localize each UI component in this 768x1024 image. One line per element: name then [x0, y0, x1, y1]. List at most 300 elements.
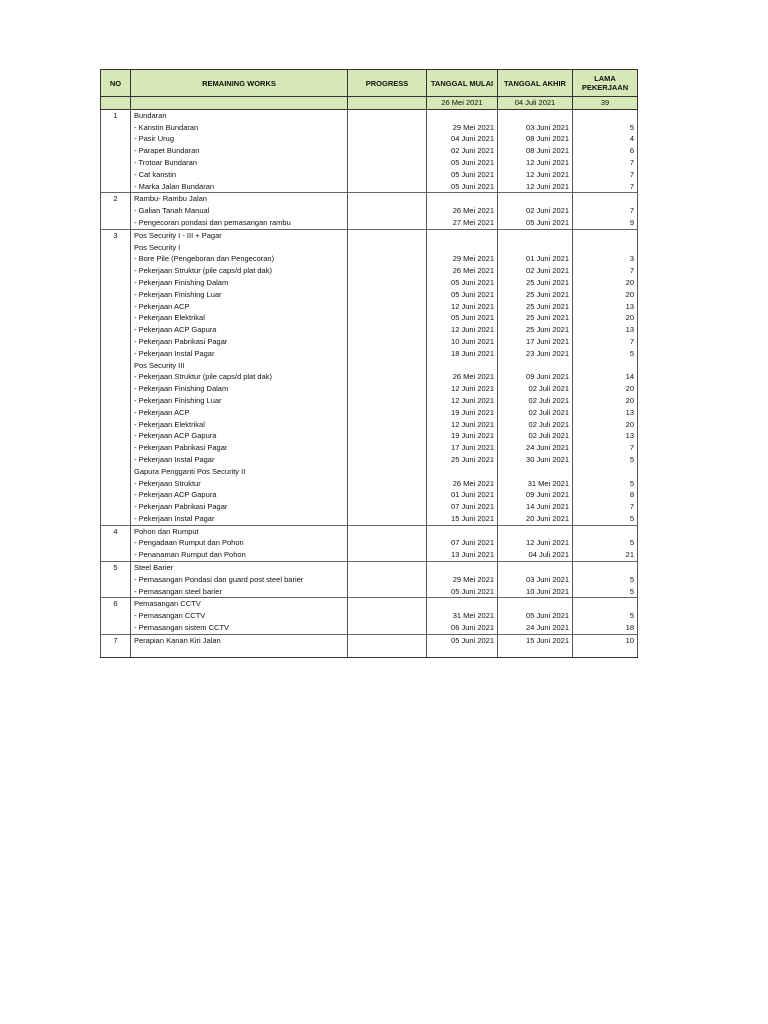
row-number [101, 336, 131, 348]
work-item-label: - Pemasangan CCTV [131, 610, 348, 622]
row-number [101, 265, 131, 277]
progress-cell [348, 181, 427, 193]
start-date: 06 Juni 2021 [427, 622, 498, 634]
work-item-label: - Parapet Bundaran [131, 145, 348, 157]
table-body [101, 109, 638, 657]
section-row [101, 193, 638, 205]
start-date: 05 Juni 2021 [427, 181, 498, 193]
end-date: 25 Juni 2021 [498, 289, 573, 301]
start-date: 01 Juni 2021 [427, 489, 498, 501]
start-date: 05 Juni 2021 [427, 169, 498, 181]
duration-days: 14 [573, 371, 638, 383]
progress-cell [348, 574, 427, 586]
row-number [101, 537, 131, 549]
progress-cell [348, 549, 427, 561]
row-number [101, 466, 131, 478]
end-date [498, 360, 573, 372]
end-date: 04 Juli 2021 [498, 549, 573, 561]
progress-cell [348, 419, 427, 431]
start-date: 26 Mei 2021 [427, 478, 498, 490]
progress-cell [348, 122, 427, 134]
row-number [101, 622, 131, 634]
end-date: 02 Juli 2021 [498, 407, 573, 419]
duration-days: 20 [573, 419, 638, 431]
work-item-label: Perapian Kanan Kiri Jalan [131, 634, 348, 646]
row-number: 1 [101, 109, 131, 121]
end-date: 17 Juni 2021 [498, 336, 573, 348]
row-number [101, 430, 131, 442]
duration-days [573, 229, 638, 241]
end-date: 09 Juni 2021 [498, 371, 573, 383]
end-date: 25 Juni 2021 [498, 324, 573, 336]
duration-days: 5 [573, 454, 638, 466]
end-date: 02 Juli 2021 [498, 430, 573, 442]
duration-days: 20 [573, 312, 638, 324]
progress-cell [348, 525, 427, 537]
end-date: 12 Juni 2021 [498, 181, 573, 193]
work-item-label: - Pekerjaan Elektrikal [131, 419, 348, 431]
duration-days: 13 [573, 430, 638, 442]
end-date: 25 Juni 2021 [498, 277, 573, 289]
duration-days: 6 [573, 145, 638, 157]
start-date: 05 Juni 2021 [427, 312, 498, 324]
table-row [101, 253, 638, 265]
duration-days: 7 [573, 265, 638, 277]
start-date: 29 Mei 2021 [427, 574, 498, 586]
start-date: 26 Mei 2021 [427, 205, 498, 217]
end-date: 01 Juni 2021 [498, 253, 573, 265]
start-date: 07 Juni 2021 [427, 501, 498, 513]
progress-cell [348, 157, 427, 169]
summary-no-cell [101, 97, 131, 110]
progress-cell [348, 537, 427, 549]
table-row [101, 549, 638, 561]
row-number [101, 289, 131, 301]
work-item-label: - Pekerjaan ACP Gapura [131, 430, 348, 442]
row-number [101, 371, 131, 383]
progress-cell [348, 489, 427, 501]
work-item-label: - Pekerjaan Pabrikasi Pagar [131, 501, 348, 513]
end-date: 02 Juli 2021 [498, 419, 573, 431]
table-row [101, 537, 638, 549]
work-item-label: Pos Security III [131, 360, 348, 372]
table-row [101, 312, 638, 324]
empty-cell [427, 647, 498, 658]
work-item-label: - Pemasangan steel barier [131, 586, 348, 598]
row-number [101, 157, 131, 169]
row-number [101, 133, 131, 145]
empty-cell [498, 647, 573, 658]
table-row [101, 371, 638, 383]
row-number [101, 407, 131, 419]
section-row [101, 229, 638, 241]
work-item-label: - Pekerjaan Finishing Luar [131, 289, 348, 301]
duration-days [573, 525, 638, 537]
end-date: 02 Juli 2021 [498, 395, 573, 407]
progress-cell [348, 336, 427, 348]
duration-days: 7 [573, 336, 638, 348]
duration-days: 7 [573, 205, 638, 217]
row-number [101, 253, 131, 265]
work-item-label: - Cat kanstin [131, 169, 348, 181]
table-row [101, 610, 638, 622]
header-start-date: TANGGAL MULAI [427, 70, 498, 97]
end-date: 12 Juni 2021 [498, 157, 573, 169]
progress-cell [348, 383, 427, 395]
end-date [498, 466, 573, 478]
progress-cell [348, 205, 427, 217]
progress-cell [348, 301, 427, 313]
duration-days: 21 [573, 549, 638, 561]
row-number [101, 454, 131, 466]
work-item-label: - Pekerjaan Struktur (pile caps/d plat dak) [131, 265, 348, 277]
table-row [101, 301, 638, 313]
summary-end-date: 04 Juli 2021 [498, 97, 573, 110]
summary-label-cell [131, 97, 348, 110]
end-date: 02 Juli 2021 [498, 383, 573, 395]
progress-cell [348, 145, 427, 157]
duration-days: 20 [573, 289, 638, 301]
work-item-label: Pos Security I - III + Pagar [131, 229, 348, 241]
section-row [101, 634, 638, 646]
empty-cell [131, 647, 348, 658]
start-date: 27 Mei 2021 [427, 217, 498, 229]
duration-days: 10 [573, 634, 638, 646]
row-number [101, 348, 131, 360]
progress-cell [348, 253, 427, 265]
duration-days: 5 [573, 574, 638, 586]
work-item-label: - Pekerjaan Pabrikasi Pagar [131, 336, 348, 348]
duration-days: 20 [573, 395, 638, 407]
start-date: 05 Juni 2021 [427, 157, 498, 169]
table-row [101, 324, 638, 336]
start-date: 12 Juni 2021 [427, 324, 498, 336]
table-row [101, 513, 638, 525]
row-number [101, 419, 131, 431]
end-date: 09 Juni 2021 [498, 489, 573, 501]
row-number: 3 [101, 229, 131, 241]
row-number [101, 501, 131, 513]
start-date [427, 360, 498, 372]
progress-cell [348, 289, 427, 301]
work-item-label: - Galian Tanah Manual [131, 205, 348, 217]
work-item-label: - Marka Jalan Bundaran [131, 181, 348, 193]
end-date: 12 Juni 2021 [498, 537, 573, 549]
duration-days: 13 [573, 301, 638, 313]
work-item-label: - Pekerjaan Instal Pagar [131, 454, 348, 466]
header-remaining-works: REMAINING WORKS [131, 70, 348, 97]
row-number [101, 442, 131, 454]
end-date: 10 Juni 2021 [498, 586, 573, 598]
end-date: 23 Juni 2021 [498, 348, 573, 360]
start-date: 15 Juni 2021 [427, 513, 498, 525]
row-number [101, 181, 131, 193]
start-date: 12 Juni 2021 [427, 383, 498, 395]
start-date [427, 562, 498, 574]
work-item-label: - Pekerjaan Finishing Luar [131, 395, 348, 407]
duration-days: 5 [573, 513, 638, 525]
work-item-label: - Pengecoran pondasi dan pemasangan rambu [131, 217, 348, 229]
start-date: 12 Juni 2021 [427, 301, 498, 313]
progress-cell [348, 610, 427, 622]
progress-cell [348, 562, 427, 574]
section-row [101, 109, 638, 121]
start-date [427, 466, 498, 478]
work-item-label: - Bore Pile (Pengeboran dan Pengecoran) [131, 253, 348, 265]
end-date: 03 Juni 2021 [498, 574, 573, 586]
end-date: 08 Juni 2021 [498, 145, 573, 157]
table-row [101, 574, 638, 586]
work-item-label: Bundaran [131, 109, 348, 121]
table-row [101, 383, 638, 395]
progress-cell [348, 407, 427, 419]
table-row [101, 395, 638, 407]
start-date: 17 Juni 2021 [427, 442, 498, 454]
start-date [427, 109, 498, 121]
end-date: 03 Juni 2021 [498, 122, 573, 134]
row-number [101, 205, 131, 217]
duration-days: 20 [573, 277, 638, 289]
work-item-label: - Pemasangan sistem CCTV [131, 622, 348, 634]
end-date [498, 193, 573, 205]
empty-cell [101, 647, 131, 658]
start-date: 19 Juni 2021 [427, 407, 498, 419]
progress-cell [348, 242, 427, 254]
row-number [101, 277, 131, 289]
row-number [101, 489, 131, 501]
duration-days: 8 [573, 489, 638, 501]
table-row [101, 586, 638, 598]
row-number [101, 395, 131, 407]
work-item-label: Pohon dan Rumput [131, 525, 348, 537]
empty-cell [573, 647, 638, 658]
duration-days: 5 [573, 348, 638, 360]
duration-days [573, 562, 638, 574]
row-number [101, 324, 131, 336]
table-row [101, 336, 638, 348]
end-date [498, 525, 573, 537]
progress-cell [348, 622, 427, 634]
end-date: 15 Juni 2021 [498, 634, 573, 646]
row-number: 2 [101, 193, 131, 205]
subsection-row [101, 360, 638, 372]
start-date: 04 Juni 2021 [427, 133, 498, 145]
header-no: NO [101, 70, 131, 97]
work-item-label: - Pekerjaan Struktur [131, 478, 348, 490]
duration-days [573, 598, 638, 610]
row-number [101, 169, 131, 181]
duration-days: 18 [573, 622, 638, 634]
duration-days: 7 [573, 442, 638, 454]
progress-cell [348, 193, 427, 205]
start-date: 31 Mei 2021 [427, 610, 498, 622]
table-row [101, 407, 638, 419]
duration-days: 4 [573, 133, 638, 145]
end-date: 25 Juni 2021 [498, 301, 573, 313]
duration-days: 7 [573, 157, 638, 169]
table-row [101, 419, 638, 431]
row-number [101, 301, 131, 313]
header-progress: PROGRESS [348, 70, 427, 97]
summary-progress-cell [348, 97, 427, 110]
duration-days: 9 [573, 217, 638, 229]
progress-cell [348, 312, 427, 324]
start-date: 05 Juni 2021 [427, 634, 498, 646]
end-date [498, 109, 573, 121]
progress-cell [348, 109, 427, 121]
progress-cell [348, 265, 427, 277]
table-row [101, 217, 638, 229]
duration-days: 7 [573, 169, 638, 181]
row-number [101, 217, 131, 229]
subsection-row [101, 242, 638, 254]
work-item-label: Pos Security I [131, 242, 348, 254]
end-date: 05 Juni 2021 [498, 610, 573, 622]
end-date: 08 Juni 2021 [498, 133, 573, 145]
table-row [101, 454, 638, 466]
duration-days: 5 [573, 478, 638, 490]
work-item-label: - Pekerjaan Instal Pagar [131, 513, 348, 525]
progress-cell [348, 348, 427, 360]
duration-days: 5 [573, 586, 638, 598]
progress-cell [348, 501, 427, 513]
end-date [498, 242, 573, 254]
start-date: 26 Mei 2021 [427, 371, 498, 383]
duration-days [573, 242, 638, 254]
row-number [101, 610, 131, 622]
table-row [101, 122, 638, 134]
progress-cell [348, 598, 427, 610]
start-date [427, 229, 498, 241]
work-item-label: - Pekerjaan ACP Gapura [131, 489, 348, 501]
work-item-label: - Pekerjaan ACP Gapura [131, 324, 348, 336]
work-item-label: - Pekerjaan Finishing Dalam [131, 383, 348, 395]
table-row [101, 430, 638, 442]
progress-cell [348, 324, 427, 336]
duration-days: 7 [573, 181, 638, 193]
section-row [101, 598, 638, 610]
row-number [101, 513, 131, 525]
section-row [101, 525, 638, 537]
start-date [427, 598, 498, 610]
header-end-date: TANGGAL AKHIR [498, 70, 573, 97]
work-item-label: - Penanaman Rumput dan Pohon [131, 549, 348, 561]
row-number [101, 312, 131, 324]
progress-cell [348, 229, 427, 241]
progress-cell [348, 454, 427, 466]
subsection-row [101, 466, 638, 478]
work-item-label: - Kanstin Bundaran [131, 122, 348, 134]
end-date: 20 Juni 2021 [498, 513, 573, 525]
duration-days [573, 193, 638, 205]
summary-start-date: 26 Mei 2021 [427, 97, 498, 110]
start-date: 10 Juni 2021 [427, 336, 498, 348]
end-date: 02 Juni 2021 [498, 265, 573, 277]
table-row [101, 289, 638, 301]
end-date [498, 598, 573, 610]
end-date: 25 Juni 2021 [498, 312, 573, 324]
start-date: 29 Mei 2021 [427, 122, 498, 134]
work-item-label: - Trotoar Bundaran [131, 157, 348, 169]
row-number: 4 [101, 525, 131, 537]
row-number [101, 145, 131, 157]
progress-cell [348, 478, 427, 490]
work-item-label: Rambu- Rambu Jalan [131, 193, 348, 205]
start-date: 12 Juni 2021 [427, 395, 498, 407]
table-row [101, 501, 638, 513]
end-date: 24 Juni 2021 [498, 622, 573, 634]
row-number [101, 360, 131, 372]
section-row [101, 562, 638, 574]
table-row [101, 348, 638, 360]
row-number: 5 [101, 562, 131, 574]
progress-cell [348, 586, 427, 598]
end-date: 12 Juni 2021 [498, 169, 573, 181]
work-item-label: - Pekerjaan Struktur (pile caps/d plat dak) [131, 371, 348, 383]
progress-cell [348, 442, 427, 454]
start-date: 13 Juni 2021 [427, 549, 498, 561]
duration-days: 3 [573, 253, 638, 265]
work-item-label: Steel Barier [131, 562, 348, 574]
start-date: 26 Mei 2021 [427, 265, 498, 277]
table-row [101, 265, 638, 277]
duration-days: 20 [573, 383, 638, 395]
progress-cell [348, 133, 427, 145]
work-item-label: - Pekerjaan Finishing Dalam [131, 277, 348, 289]
end-date [498, 229, 573, 241]
work-item-label: - Pemasangan Pondasi dan guard post steel barier [131, 574, 348, 586]
end-date: 14 Juni 2021 [498, 501, 573, 513]
end-date: 31 Mei 2021 [498, 478, 573, 490]
work-item-label: - Pekerjaan ACP [131, 301, 348, 313]
row-number [101, 242, 131, 254]
start-date [427, 193, 498, 205]
end-date: 05 Juni 2021 [498, 217, 573, 229]
start-date: 25 Juni 2021 [427, 454, 498, 466]
start-date: 05 Juni 2021 [427, 277, 498, 289]
work-item-label: - Pekerjaan Instal Pagar [131, 348, 348, 360]
end-date: 02 Juni 2021 [498, 205, 573, 217]
work-item-label: - Pengadaan Rumput dan Pohon [131, 537, 348, 549]
row-number [101, 574, 131, 586]
table-row [101, 157, 638, 169]
end-date: 30 Juni 2021 [498, 454, 573, 466]
start-date: 29 Mei 2021 [427, 253, 498, 265]
row-number: 6 [101, 598, 131, 610]
remaining-works-table [100, 69, 638, 658]
progress-cell [348, 277, 427, 289]
start-date [427, 242, 498, 254]
header-duration: LAMA PEKERJAAN [573, 70, 638, 97]
table-row [101, 442, 638, 454]
start-date: 05 Juni 2021 [427, 289, 498, 301]
duration-days: 5 [573, 610, 638, 622]
start-date: 19 Juni 2021 [427, 430, 498, 442]
progress-cell [348, 371, 427, 383]
progress-cell [348, 634, 427, 646]
table-row [101, 489, 638, 501]
work-item-label: Pemasangan CCTV [131, 598, 348, 610]
row-number [101, 586, 131, 598]
work-item-label: - Pekerjaan ACP [131, 407, 348, 419]
table-row [101, 478, 638, 490]
summary-duration: 39 [573, 97, 638, 110]
start-date: 07 Juni 2021 [427, 537, 498, 549]
table-row [101, 181, 638, 193]
duration-days: 7 [573, 501, 638, 513]
progress-cell [348, 169, 427, 181]
progress-cell [348, 430, 427, 442]
